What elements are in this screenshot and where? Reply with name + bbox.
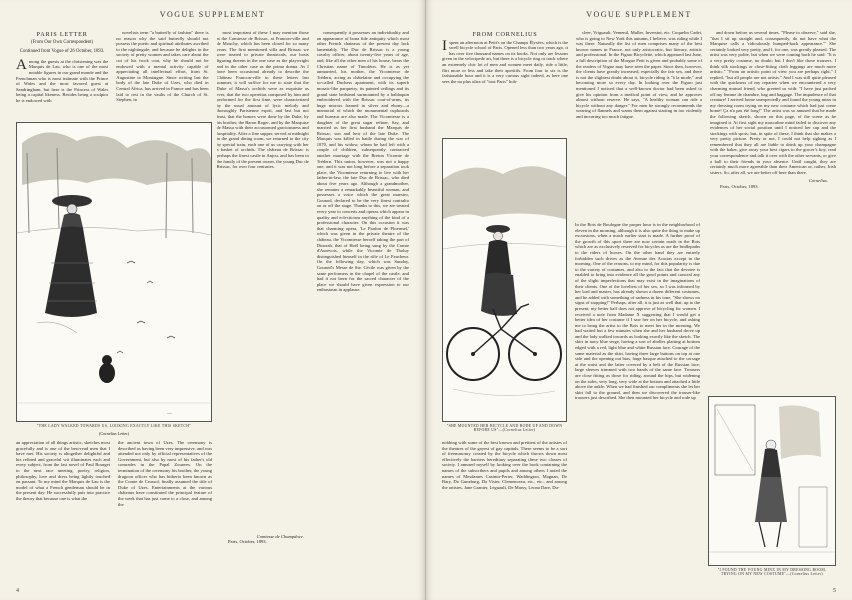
running-head-left: VOGUE SUPPLEMENT [159, 10, 266, 19]
svg-text:—: — [167, 412, 172, 417]
right-figure2-block [708, 396, 836, 586]
bicycle-lady-icon [443, 139, 566, 421]
right-col2-lower-text: In the Bois de Boulogne the proper hour is in the neighborhood of eleven in the morning, although it is also quite the thing to make up excursions, when a much earlier start is made. A further proof of the growth of this sport there are now certain roads in the Bois which are as exclusively reserved for bicycles as are the bridlepaths to the riders of horses. On the other hand they are entirely forbidden such drives as the Avenue des Acacias except in the morning. One of the reasons, to my mind, for this popularity is due to the variety of costumes, and also to the fact that the devotee is enabled to bring into evidence all the good points and conceal any of the slight imperfections that may exist in the imaginations of their clients. One of the loveliest of her sex, so I was informed by her lord and master, has already shown a dozen different costumes, and he added with something of sadness in his tone, "She shows no signs of stopping!" Perhaps, after all, it is just as well that, up to the present, my better half does not approve of bicycling for women. I received a note from Madame X suggesting that I would get a better idea of her costume if I saw her on her bicycle, and asking me to bring the artist to the Bois to meet her in the morning. We had waited but a few minutes when she and her husband drove up and the lady walked towards us looking exactly like the sketch. The skirt in navy blue serge, having a sort of abolles plaiting at bottom edged with a red, light blue and white Russian lace. Courage of the same material as the skirt, having three large buttons on top at one side and the opening out bias, large basque attached to the corsage at the waist and the latter covered by a belt of the Russian lace; large sleeves trimmed with two bands of the same lace. Trousers are close fitting as those for riding, around the hips, but widening on the sides, very long, very wide at the bottom and attached a little above the ankle. When we had finished our compliments she let her skirt fall to the ground, and then we discovered the trouser-like trousers just described. She then mounted her bicycle and rode up [575, 222, 700, 401]
left-figure-credit: (Cornelius Letter) [98, 431, 130, 436]
drop-cap-a: A [16, 56, 27, 73]
left-col4-text: consequently it possesses an individuality and an appearance of bona fide antiquity which most other French chateaux of the present day lack lamentably. The Duc de Brissac is a young cavalry officer, about twenty-five years of age, and, like all the other men of his house, bears the Christian name of Timoléon. He is as yet unmarried, his mother, the Vicomtesse de Trédern, acting as châtelaine and occupying the so-called Duchess apartment, with its superb mosaic-like parquetry, its painted ceilings and its grand state bedstead surmounted by a baldaquin embroidered with the Brissac coat-of-arms, its huge mirrors framed in silver and ebony—a memorial of which the monumental cupboards and bureaus are also made. The Vicomtesse is a daughter of the great sugar refiner, Say, and married as her first husband the Marquis de Brissac, son and heir of the late Duke. The Marquis was killed in battle during the war of 1870, and his widow, whom he had left with a couple of children, subsequently contracted another marriage with the Breton Vicomte de Trédern. This union, however, was not a happy one, and it was not long before a separation took place, the Vicomtesse returning to live with her father-in-law, the late Duc de Brissac, who died about five years ago. Although a grandmother, she remains a remarkably beautiful woman, and possesses a voice which the great maestro, Gounod, declared to be the very finest contralto on or off the stage. Thanks to this, we are treated every year to concerts and operas which appear in quality and eclecticism anything of the kind of a professional character. On this occasion it was that charming opera, 'Le Pardon de Ploermel,' which was given in the private theatre of the château, the Vicomtesse herself taking the part of Dinorah, that of Hoël being sung by the Comte d'Aurevois, while the Vicomte de Tholuy distinguished himself in the rôle of Le Faucheur. On the following day, which was Sunday, Gounod's Messe de Ste. Cécile was given by the same performers in the chapel of the castle, and had it not been for the sacred character of the place we should have given expression to our enthusiasm in applause. [316, 30, 409, 293]
left-figure-block [16, 122, 212, 440]
left-bottom-col-2: the ancient town of Uzes. The ceremony is described as having been very impressive, and was attended not only by official representatives of the Government, but also by most of his father's old comrades in the Papal Zouaves. On the termination of the ceremony his brother, the young dragoon officer who has hitherto been known as the Comte de Crussol, finally assumed the title of Duke of Uzes. Entertainments at the various châteaux have constituted the principal feature of the week that has just come to a close, and among the [118, 440, 212, 507]
left-col2-text: novelists term "a butterfly of fashion" there is no reason why the said butterfly should not possess the poetic and spiritual attributes ascribed to the nightingale; and because he delights in the society of pretty women and takes care about the cut of his frock coat, why he should not be endowed with a mental activity capable of appreciating all intellectual effort, from St. Augustine to Montaigne. Since writing last the body of the late Duke of Uzes, who died in Central Africa, has arrived in France and has been laid to rest in the vaults of the Church of St. Stephen, in [116, 30, 209, 103]
right-figure1-caption: "SHE MOUNTED HER BICYCLE AND RODE UP AND DOWN BEFORE US"—(Cornelius Letter) [446, 424, 563, 432]
right-signature: Cornelius. [808, 178, 828, 184]
dressing-room-illustration [708, 396, 836, 566]
left-figure-caption: "THE LADY WALKED TOWARDS US, LOOKING EXACTLY LIKE THIS SKETCH" [36, 424, 192, 428]
right-col2-lower [575, 222, 700, 582]
right-dateline: Paris, October, 1893. [720, 184, 759, 190]
right-figure1-block [442, 138, 567, 438]
left-signature-block [218, 528, 312, 544]
paris-letter-subtitle: (From Our Own Correspondent) [31, 39, 94, 45]
from-cornelius-title: FROM CORNELIUS [472, 31, 538, 38]
lady-walking-illustration [16, 122, 212, 422]
left-column-4 [317, 30, 409, 590]
maid-sketch-icon [709, 397, 835, 565]
bicycle-illustration [442, 138, 567, 422]
right-col3-text: and down before us several times. "Please to observe," said she, "that I sit up straight and, consequently, do not have what the Marquise calls a 'ridiculously humped-back appearance.'" She certainly looked very pretty, and I, for one, was greatly pleased. The artist was very polite, but when we were coming back he said: "It is a very pretty costume, no doubt; but I don't like those trousers. I think silk stockings or close-fitting cloth leggings are much more artistic." "From an artistic point of view you are perhaps right," I replied, "but all people are not artists." And I was still quite pleased with the quickness of my repartee when we encountered a very charming mutual friend, who greeted us with: "I have just packed off my femme de chambre, bag and baggage. The impudence of that creature! I arrived home unexpectedly and found the young minx in my dressing room trying on my new costume which had just come home! Ça n'a pas été long!" The artist was so amused that he made the following sketch, shown on this page, of the scene as he imagined it. At first sight my masculine mind failed to discover any evidences of her social position until I noticed her cap and the stockings with spots; but, in spite of these, I think that she makes a very pretty picture. Pretty or not, I could not help sighing as I remembered that they all are liable to drink up your champagne with the baker, give away your best cigars to the grocer's boy, read your correspondence and talk it over with the other servants, or give a ball to their friends in your absence. Until caught, they are certainly much more agreeable than their American or, rather, Irish sisters. So, after all, we are better off here than there. [710, 30, 836, 175]
left-col3-text: most important of these I may mention those at the Comtesse de Brissac, at Francon-ville and de Mouchy, which has been closed for so many years. The first mentioned villa and Brissac we were treated to private theatricals, our hosts figuring therein in the one case as the playwright and in the other case as the prima donna. As I have been occasional already to describe the Château Francon-ville in these letters last summer, it will suffice for me to state that the Duke of Massa's orchids were as exquisite as ever, that the two operettas composed by him and performed for the first time, were characterized by the usual amount of lyric melody and thoroughly Parisienne esprit, and last but not least, that the honors were done by the Duke, by his brother, the Baron Roger, and by the Marquise de Massa with their accustomed graciousness and hospitality. After a fine supper, served at midnight in the grand dining room, we returned to the city by special train, each one of us carrying with her a basket of orchids. The château de Brissac is perhaps the finest castle in Anjou, and has been in the family of the present owner, the young Duc de Brissac, for over four centuries. [216, 30, 309, 170]
left-dateline: Paris, October, 1893. [228, 539, 267, 544]
right-col1-text: spent an afternoon at Petit's on the Champs Élysées, which is the swell bicycle school of Paris. Opened less than two years ago, it has over five thousand names on its books. Not only are lessons given in the velocipede art, but there is a bicycle ring or track where an extremely chic lot of men and women meet daily, ride a little, flirt more or less and take their aperitifs. From four to six is the fashionable hour and it is a very curious sight indeed, as here one sees the no plus ultra of "tout Paris" hob- [442, 39, 568, 84]
left-bottom-block [16, 440, 212, 580]
left-bottom-col-1: an appreciation of all things artistic, sketches most gracefully and is one of the best-read men that I have met. His society is altogether delightful and his refined and graceful wit illuminates each and every subject, from the last novel of Paul Bourget to the next race meeting, poetry, religion, philosophy, love and dress being lightly touched en passant. To my mind the Marquis de Lau is the model of what a French gentleman should be in the present day. He successfully puts into practice the theory that because one is what the [16, 440, 110, 501]
lady-sketch-icon [17, 123, 211, 421]
right-bottom-col-1: nobbing with some of the best known and prettiest of the artistes of the theatres of the gayest of gay capitals. There seems to be a sort of freemasonry created by the bicycle which throws down most effectively the barriers hereditary separating these two classes of society. I amused myself by looking over the book containing the names of the subscribers and pupils and among others I noted the names of Mesdames Casimir-Perier, Waddington, Magnan, De Bary, Do Gunzburg, Da Visier, Clemenceau, etc., etc., and among the artistes, Jane Granier, Leguault, De Marsy, Leona Dare, Du- [442, 440, 567, 490]
drop-cap-i: I [442, 37, 447, 54]
paris-letter-title: PARIS LETTER [36, 31, 88, 38]
right-page [426, 0, 852, 600]
left-column-3 [217, 30, 309, 590]
right-col2-text: cleer, Vriguault, Vemenil, Muller, Inversini, etc. Coquelin Cadet, who is going to New York this autumn, I believe, was riding while I was there. Naturally the list of men comprises many of the best known names in France, not only aristocratic, but literary, artistic and professional. In the Figaro Bicyclette, which appeared last June, a full description of the Morgue Petit is given and probably some of the readers of Vogue may have seen the paper. Since then, however, the clients have greatly increased, especially the fair sex, and there is not the slightest doubt about it, bicycle riding is "à la mode," and becoming more so every day. In looking over the Figaro just mentioned I noticed that a well-known doctor had been asked to give his opinion from a medical point of view, and he approves almost without reserve. He says, "A healthy woman can ride a bicycle without any danger." For men he strongly recommends the wearing of flannels and warns them against starting in too violently and incurring too much fatigue. [576, 30, 702, 119]
right-figure2-caption: "I FOUND THE YOUNG MINX IN MY DRESSING ROOM, TRYING ON MY NEW COSTUME"—(Cornelius Letter) [717, 568, 827, 576]
right-bottom-block [442, 440, 567, 580]
continued-note: Continued from Vogue of 26 October, 1893. [19, 49, 105, 55]
left-col1-text: mong the guests at the christening was the Marquis de Lau, who is one of the most notable figures in our grand monde and the Frenchman who is most intimate with the Prince of Wales and the most favored guest at Sandringham, but here is the Princess of Wales being a capital likeness. Besides being a sculptor he is endowed with [16, 58, 109, 103]
running-head-right: VOGUE SUPPLEMENT [586, 10, 692, 19]
left-page-number: 4 [16, 588, 19, 594]
right-page-number: 5 [833, 588, 836, 594]
left-signature: Comtesse de Champdoce. [256, 534, 304, 539]
